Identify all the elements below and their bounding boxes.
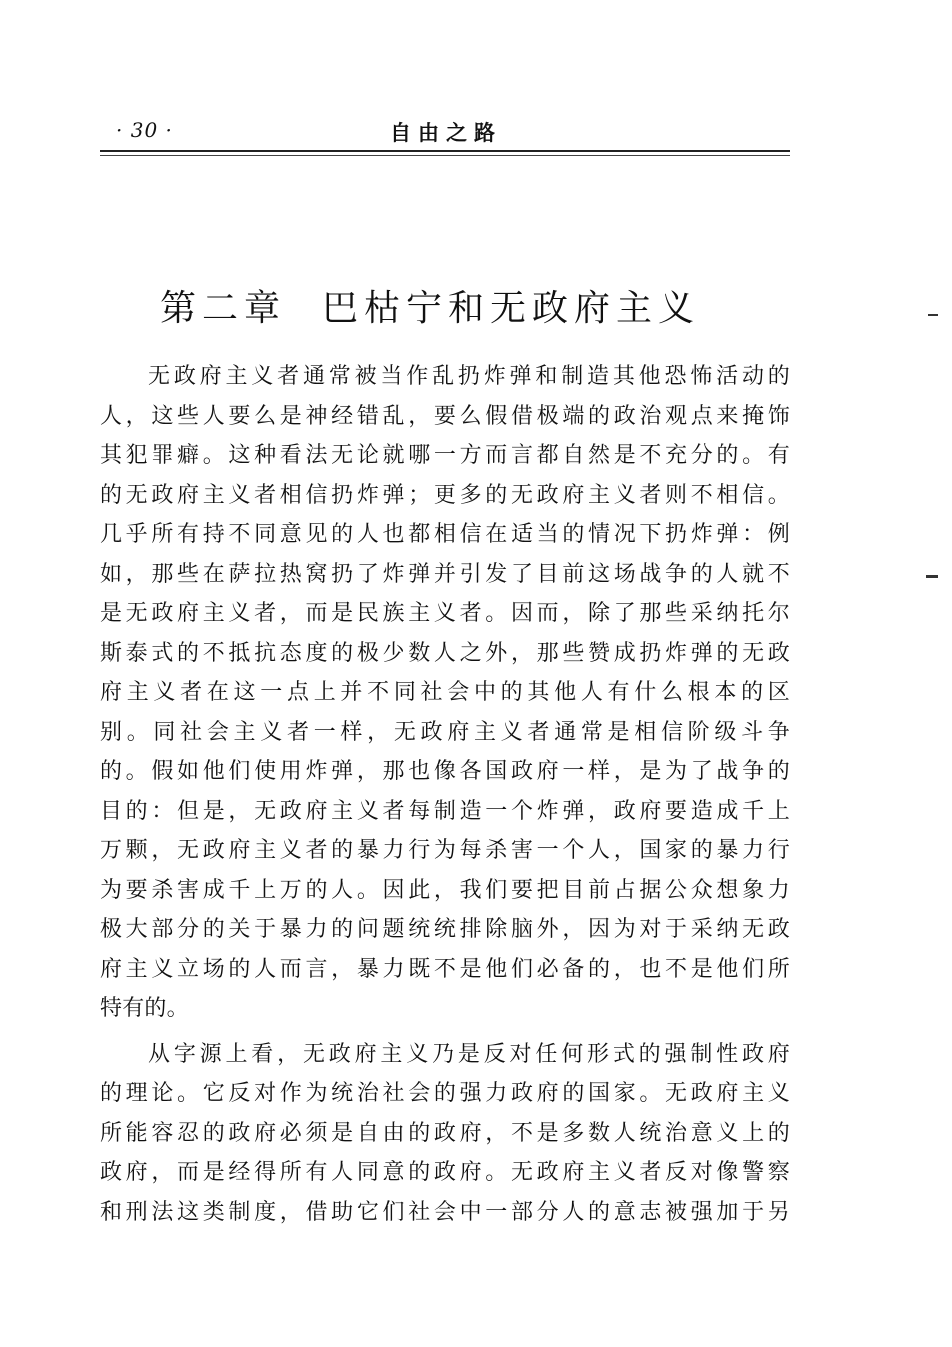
text-line: 府主义者在这一点上并不同社会中的其他人有什么根本的区 bbox=[100, 680, 790, 705]
header-rule-thin bbox=[100, 155, 790, 156]
body-text bbox=[100, 357, 790, 1232]
text-line: 的无政府主义者相信扔炸弹；更多的无政府主义者则不相信。 bbox=[100, 482, 790, 508]
text-line: 为要杀害成千上万的人。因此，我们要把目前占据公众想象力 bbox=[100, 877, 790, 903]
text-line: 和刑法这类制度，借助它们社会中一部分人的意志被强加于另 bbox=[100, 1199, 790, 1225]
text-line: 的。假如他们使用炸弹，那也像各国政府一样，是为了战争的 bbox=[100, 759, 790, 784]
text-line: 目的：但是，无政府主义者每制造一个炸弹，政府要造成千上 bbox=[100, 798, 790, 824]
text-line: 府主义立场的人而言，暴力既不是他们必备的，也不是他们所 bbox=[100, 956, 790, 982]
text-line: 几乎所有持不同意见的人也都相信在适当的情况下扔炸弹：例 bbox=[100, 522, 790, 547]
text-line: 从字源上看，无政府主义乃是反对任何形式的强制性政府 bbox=[148, 1041, 790, 1067]
header-rule-thick bbox=[100, 150, 790, 152]
text-line: 政府，而是经得所有人同意的政府。无政府主义者反对像警察 bbox=[100, 1160, 790, 1185]
text-line: 特有的。 bbox=[100, 996, 189, 1021]
scan-mark bbox=[926, 575, 938, 578]
text-line: 无政府主义者通常被当作乱扔炸弹和制造其他恐怖活动的 bbox=[148, 364, 790, 389]
text-line: 极大部分的关于暴力的问题统统排除脑外，因为对于采纳无政 bbox=[100, 917, 790, 942]
text-line: 是无政府主义者，而是民族主义者。因而，除了那些采纳托尔 bbox=[100, 601, 790, 626]
chapter-label: 第二章 bbox=[160, 288, 287, 329]
paragraph bbox=[100, 1035, 790, 1233]
text-line: 如，那些在萨拉热窝扔了炸弹并引发了目前这场战争的人就不 bbox=[100, 561, 790, 587]
text-line: 其犯罪癖。这种看法无论就哪一方而言都自然是不充分的。有 bbox=[100, 443, 790, 468]
text-line: 别。同社会主义者一样，无政府主义者通常是相信阶级斗争 bbox=[100, 719, 790, 745]
text-line: 斯泰式的不抵抗态度的极少数人之外，那些赞成扔炸弹的无政 bbox=[100, 640, 790, 666]
running-title: 自由之路 bbox=[390, 121, 502, 145]
text-line: 所能容忍的政府必须是自由的政府，不是多数人统治意义上的 bbox=[100, 1120, 790, 1146]
text-line: 万颗，无政府主义者的暴力行为每杀害一个人，国家的暴力行 bbox=[100, 838, 790, 863]
text-line: 人，这些人要么是神经错乱，要么假借极端的政治观点来掩饰 bbox=[100, 403, 790, 429]
running-header bbox=[100, 112, 790, 152]
scan-mark bbox=[928, 314, 938, 316]
page-number: · 30 · bbox=[116, 118, 173, 142]
chapter-heading bbox=[160, 280, 760, 331]
text-line: 的理论。它反对作为统治社会的强力政府的国家。无政府主义 bbox=[100, 1081, 790, 1106]
paragraph bbox=[100, 357, 790, 1029]
chapter-title: 巴枯宁和无政府主义 bbox=[322, 288, 701, 329]
